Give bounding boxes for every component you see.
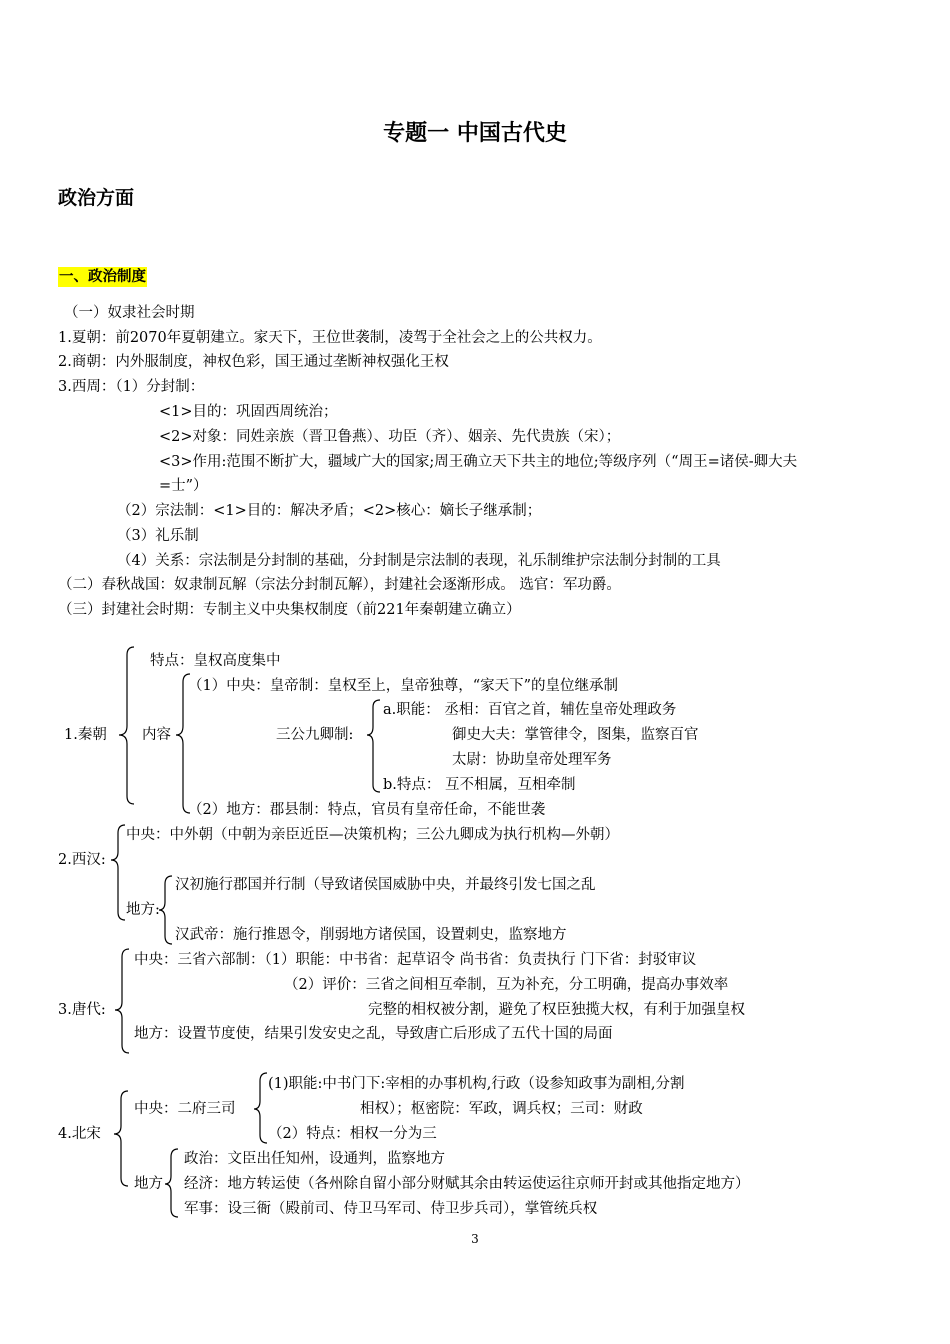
- han-local-label: 地方:: [126, 902, 160, 918]
- brace-han-local: [159, 876, 172, 944]
- brace-qin: [119, 647, 134, 804]
- section-heading: 政治方面: [58, 187, 135, 209]
- brace-qin-sgjq: [367, 700, 380, 792]
- brace-tang: [115, 949, 129, 1053]
- song-mil: 军事：设三衙（殿前司、侍卫马军司、侍卫步兵司），掌管统兵权: [184, 1201, 598, 1217]
- text-line: （3）礼乐制: [117, 528, 199, 544]
- brace-song-local: [165, 1149, 178, 1217]
- qin-duty-c: 太尉：协助皇帝处理军务: [452, 752, 612, 768]
- text-line: <3>作用:范围不断扩大，疆域广大的国家;周王确立天下共主的地位;等级序列（“周王=诸侯-卿大夫: [159, 454, 798, 470]
- brace-han: [111, 825, 125, 920]
- text-line: （三）封建社会时期：专制主义中央集权制度（前221年秦朝建立确立）: [58, 602, 521, 618]
- text-line: （一）奴隶社会时期: [64, 305, 195, 321]
- qin-content-label: 内容: [142, 727, 171, 743]
- text-line: =士”）: [159, 478, 208, 494]
- tang-eval-1: （2）评价：三省之间相互牵制，互为补充，分工明确，提高办事效率: [284, 977, 729, 993]
- qin-feature: 特点：皇权高度集中: [150, 653, 281, 669]
- tang-eval-2: 完整的相权被分割，避免了权臣独揽大权，有利于加强皇权: [368, 1002, 745, 1018]
- qin-duty-a: a.职能： 丞相：百官之首，辅佐皇帝处理政务: [383, 702, 677, 718]
- brace-song: [114, 1091, 128, 1186]
- song-local-label: 地方: [134, 1176, 163, 1192]
- song-func-2: 相权）；枢密院：军政，调兵权；三司：财政: [360, 1101, 643, 1117]
- han-label: 2.西汉:: [58, 852, 106, 868]
- text-line: 2.商朝：内外服制度，神权色彩，国王通过垄断神权强化王权: [58, 354, 449, 370]
- text-line: （2）宗法制：<1>目的：解决矛盾；<2>核心：嫡长子继承制；: [117, 503, 542, 519]
- song-eco: 经济：地方转运使（各州除自留小部分财赋其余由转运使运往京师开封或其他指定地方）: [184, 1176, 750, 1192]
- qin-feat-b: b.特点： 互不相属，互相牵制: [383, 777, 576, 793]
- han-local-1: 汉初施行郡国并行制（导致诸侯国威胁中央，并最终引发七国之乱: [175, 877, 596, 893]
- text-line: <1>目的：巩固西周统治；: [159, 404, 338, 420]
- song-central-label: 中央：二府三司: [134, 1101, 236, 1117]
- subsection-heading: 一、政治制度: [59, 269, 146, 285]
- qin-central: （1）中央：皇帝制：皇权至上，皇帝独尊，“家天下”的皇位继承制: [188, 678, 619, 694]
- song-feat: （2）特点：相权一分为三: [268, 1126, 437, 1142]
- song-label: 4.北宋: [58, 1126, 101, 1142]
- text-line: 3.西周：（1）分封制：: [58, 379, 205, 395]
- brace-song-central: [254, 1073, 267, 1143]
- text-line: （4）关系：宗法制是分封制的基础，分封制是宗法制的表现，礼乐制维护宗法制分封制的工具: [117, 553, 721, 569]
- han-central: 中央：中外朝（中朝为亲臣近臣—决策机构；三公九卿成为执行机构—外朝）: [126, 827, 619, 843]
- text-line: 1.夏朝：前2070年夏朝建立。家天下，王位世袭制，凌驾于全社会之上的公共权力。: [58, 330, 602, 346]
- tang-label: 3.唐代:: [58, 1002, 106, 1018]
- song-func-1: (1)职能:中书门下:宰相的办事机构,行政（设参知政事为副相,分割: [268, 1076, 685, 1092]
- text-line: <2>对象：同姓亲族（晋卫鲁燕）、功臣（齐）、姻亲、先代贵族（宋）；: [159, 429, 621, 445]
- page-number: 3: [471, 1232, 479, 1246]
- song-pol: 政治：文臣出任知州，设通判，监察地方: [184, 1151, 445, 1167]
- page-title: 专题一 中国古代史: [383, 121, 567, 146]
- tang-local: 地方：设置节度使，结果引发安史之乱，导致唐亡后形成了五代十国的局面: [134, 1026, 613, 1042]
- tang-central: 中央：三省六部制：（1）职能：中书省：起草诏令 尚书省：负责执行 门下省：封驳审议: [134, 952, 697, 968]
- text-line: （二）春秋战国：奴隶制瓦解（宗法分封制瓦解），封建社会逐渐形成。 选官：军功爵。: [58, 577, 621, 593]
- qin-label: 1.秦朝: [64, 727, 107, 743]
- qin-sgjq: 三公九卿制:: [276, 727, 354, 743]
- qin-local: （2）地方：郡县制：特点，官员有皇帝任命，不能世袭: [188, 802, 546, 818]
- qin-duty-b: 御史大夫：掌管律令，图集，监察百官: [452, 727, 699, 743]
- brace-qin-content: [176, 674, 190, 813]
- han-local-2: 汉武帝：施行推恩令，削弱地方诸侯国，设置刺史，监察地方: [175, 927, 567, 943]
